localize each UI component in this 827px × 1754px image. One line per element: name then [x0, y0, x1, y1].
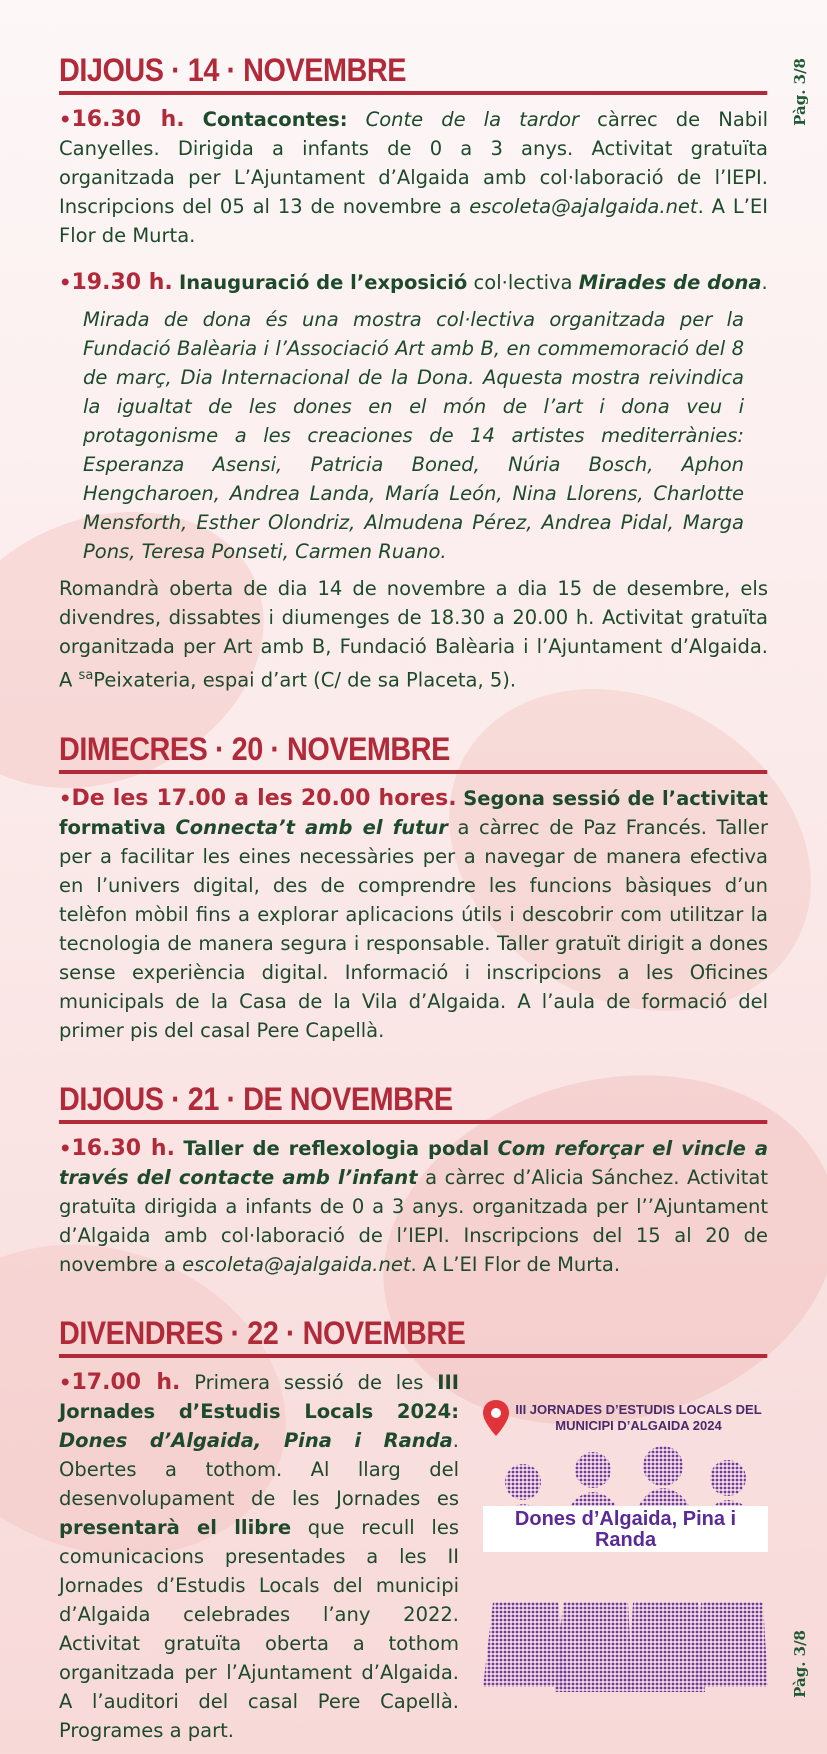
event-contacontes [59, 105, 768, 250]
section-dijous-14 [59, 52, 768, 695]
event-reflexologia [59, 1134, 768, 1279]
event-text: a càrrec d’Alicia Sánchez. Activitat gratuïta dirigida a infants de 0 a 3 anys. organitzada per l’’Ajuntament d’Algaida amb col·laboració de l’IEPI. Inscripcions del 15 al 20 de novembre a [59, 1165, 768, 1276]
exhibition-description: Mirada de dona és una mostra col·lectiva organitzada per la Fundació Balèaria i l’Associació Art amb B, en commemoració del 8 de març, Dia Internacional de la Dona. Aquesta mostra reivindica la igualtat de les dones en el món de l’art i dona veu i protagonisme a les creaciones de 14 artistes mediterrànies: Esperanza Asensi, Patricia Boned, Núria Bosch, Aphon Hengcharoen, Andrea Landa, María León, Nina Llorens, Charlotte Mensforth, Esther Olondriz, Almudena Pérez, Andrea Pidal, Marga Pons, Teresa Ponseti, Carmen Ruano. [83, 308, 744, 563]
event-text: col·lectiva [473, 271, 573, 294]
event-connecta [59, 784, 768, 1045]
event-text: Primera sessió de les [194, 1370, 424, 1394]
exhibition-note [59, 574, 768, 695]
event-time: 19.30 h. [71, 270, 173, 295]
poster-heading: III JORNADES D’ESTUDIS LOCALS DEL MUNICIPI D’ALGAIDA 2024 [515, 1402, 762, 1433]
event-punct: . [761, 271, 768, 294]
day-heading: DIJOUS · 21 · DE NOVEMBRE [59, 1081, 767, 1124]
location-pin-icon [483, 1400, 509, 1436]
event-title: Com reforçar el vincle a través del contacte amb l’infant [59, 1136, 769, 1189]
event-title: Dones d’Algaida, Pina i Randa [59, 1428, 453, 1452]
event-time: 17.00 h. [71, 1369, 181, 1395]
event-title: Connecta’t amb el futur [175, 815, 448, 839]
day-heading: DIMECRES · 20 · NOVEMBRE [59, 731, 767, 774]
event-lead: Segona sessió de l’activitat formativa [59, 786, 768, 839]
jornades-poster [483, 1398, 768, 1698]
note-text: Romandrà oberta de dia 14 de novembre a dia 15 de desembre, els divendres, dissabtes i diumenges de 18.30 a 20.00 h. Activitat gratuïta organitzada per Art amb B, Fundació Balèaria i l’Ajuntament d’Algaida. [59, 577, 768, 658]
bullet-icon: • [59, 271, 72, 294]
bullet-icon: • [59, 1370, 72, 1394]
event-title: Conte de la tardor [365, 108, 580, 131]
day-heading: DIJOUS · 14 · NOVEMBRE [59, 52, 767, 95]
event-place: . A L’EI Flor de Murta. [410, 1252, 621, 1276]
bullet-icon: • [59, 786, 72, 810]
email-link[interactable]: escoleta@ajalgaida.net [469, 195, 698, 218]
page-number-top: Pàg. 3/8 [791, 58, 809, 126]
event-time: 16.30 h. [71, 1135, 175, 1161]
event-lead: Taller de reflexologia podal [183, 1136, 490, 1160]
section-dimecres-20 [59, 731, 768, 1045]
email-link[interactable]: escoleta@ajalgaida.net [182, 1252, 411, 1276]
event-jornades [59, 1368, 459, 1745]
event-text: a càrrec de Paz Francés. Taller per a facilitar les eines necessàries per a navegar de manera efectiva en l’univers digital, des de comprendre les funcions bàsiques d’un telèfon mòbil fins a explorar aplicacions útils i descobrir com utilitzar la tecnologia de manera segura i responsable. Taller gratuït dirigit a dones sense experiència digital. Informació i inscripcions a les Oficines municipals de la Casa de la Vila d’Algaida. A l’aula de formació del primer pis del casal Pere Capellà. [59, 815, 769, 1042]
event-highlight: presentarà el llibre [59, 1515, 292, 1539]
event-text: que recull les comunicacions presentades a les II Jornades d’Estudis Locals del municipi d’Algaida celebrades l’any 2022. Activitat gratuïta oberta a tothom organitzada per l’Ajuntament d’Algaida. A l’auditori del casal Pere Capellà. Programes a part. [59, 1515, 459, 1742]
bullet-icon: • [59, 1136, 72, 1160]
bullet-icon: • [59, 108, 72, 131]
women-illustration [483, 1442, 768, 1692]
event-time: 16.30 h. [71, 107, 185, 132]
place-sup: sa [78, 668, 94, 683]
place-prefix: A [59, 668, 79, 692]
section-dijous-21 [59, 1081, 768, 1279]
event-lead: Contacontes: [202, 108, 348, 131]
event-lead: III Jornades d’Estudis Locals 2024: [59, 1370, 460, 1423]
day-heading: DIVENDRES · 22 · NOVEMBRE [59, 1315, 767, 1358]
event-inauguracio [59, 268, 768, 297]
event-lead: Inauguració de l’exposició [178, 271, 468, 294]
event-title: Mirades de dona [578, 271, 762, 294]
page-number-bottom: Pàg. 3/8 [791, 1630, 809, 1698]
event-text: càrrec de Nabil Canyelles. Dirigida a infants de 0 a 3 anys. Activitat gratuïta organitzada per L’Ajuntament d’Algaida amb col·laboració de l’IEPI. Inscripcions del 05 al 13 de novembre a [59, 108, 768, 218]
poster-banner: Dones d’Algaida, Pina i Randa [483, 1506, 768, 1552]
event-time: De les 17.00 a les 20.00 hores. [71, 785, 457, 811]
event-text: . Obertes a tothom. Al llarg del desenvolupament de les Jornades es [59, 1428, 459, 1510]
place-text: Peixateria, espai d’art (C/ de sa Placeta, 5). [93, 668, 517, 692]
event-place: . A L’EI Flor de Murta. [59, 195, 768, 247]
